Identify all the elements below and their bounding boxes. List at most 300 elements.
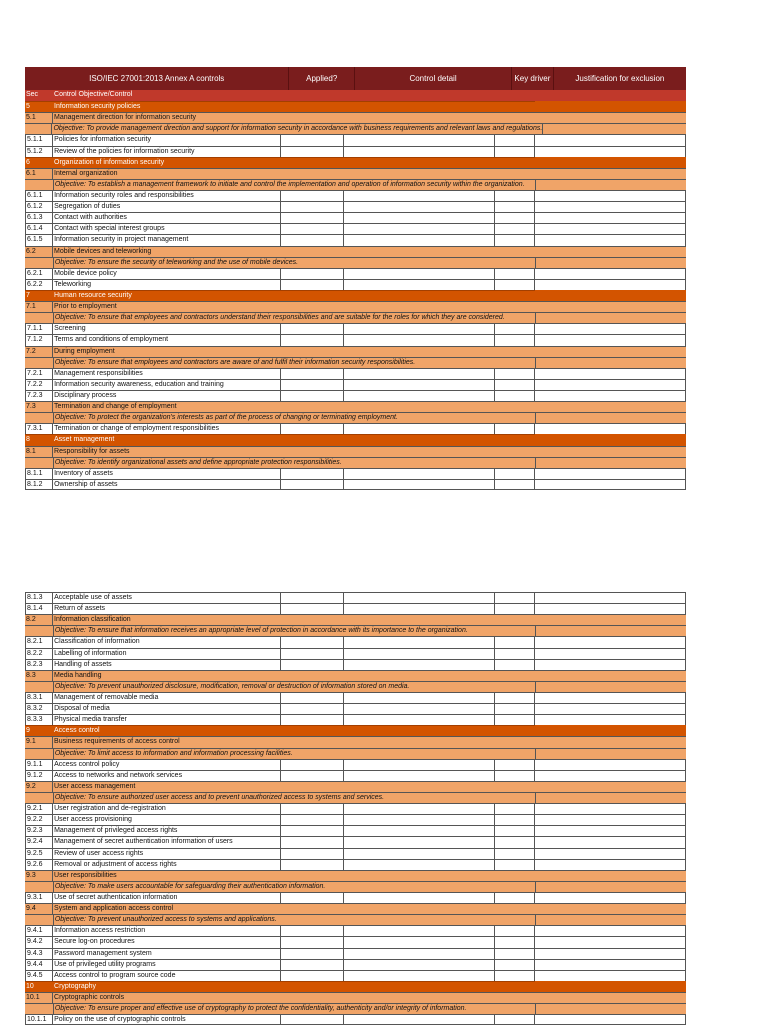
- control-detail-cell: [344, 113, 495, 123]
- control-row: [25, 836, 686, 847]
- justification-cell[interactable]: [535, 860, 686, 870]
- applied-cell[interactable]: [281, 1015, 344, 1024]
- applied-cell[interactable]: [281, 280, 344, 290]
- control-detail-cell[interactable]: [344, 202, 495, 212]
- justification-cell[interactable]: [535, 926, 686, 936]
- key-driver-cell[interactable]: [495, 815, 535, 825]
- row-label: User registration and de-registration: [53, 804, 281, 814]
- row-id: 6.1: [25, 169, 53, 179]
- control-detail-cell[interactable]: [344, 1015, 495, 1024]
- applied-cell[interactable]: [281, 771, 344, 781]
- applied-cell[interactable]: [281, 804, 344, 814]
- justification-cell: [535, 871, 686, 881]
- justification-cell[interactable]: [535, 213, 686, 223]
- key-driver-cell[interactable]: [495, 849, 535, 859]
- justification-cell[interactable]: [535, 280, 686, 290]
- key-driver-cell[interactable]: [495, 971, 535, 981]
- applied-cell: [281, 247, 344, 257]
- row-id: 8.2.1: [25, 637, 53, 647]
- row-label: Inventory of assets: [53, 469, 281, 479]
- applied-cell[interactable]: [281, 715, 344, 725]
- justification-cell[interactable]: [535, 335, 686, 345]
- key-driver-cell: [495, 347, 535, 357]
- row-label: Policies for information security: [53, 135, 281, 145]
- applied-cell[interactable]: [281, 147, 344, 157]
- row-id: 8.3.3: [25, 715, 53, 725]
- control-row: [25, 268, 686, 279]
- row-id: 6: [25, 157, 53, 168]
- control-row: [25, 379, 686, 390]
- row-id: 6.2: [25, 247, 53, 257]
- control-detail-cell[interactable]: [344, 849, 495, 859]
- column-header-row: [25, 90, 686, 101]
- key-driver-cell[interactable]: [495, 280, 535, 290]
- justification-cell[interactable]: [535, 771, 686, 781]
- justification-cell[interactable]: [535, 191, 686, 201]
- row-id: 7.3.1: [25, 424, 53, 434]
- objective-row: [25, 357, 686, 368]
- key-driver-cell[interactable]: [495, 135, 535, 145]
- subsection-row: [25, 112, 686, 123]
- row-label: Ownership of assets: [53, 480, 281, 489]
- row-id: 9.2.4: [25, 837, 53, 847]
- key-driver-cell: [495, 615, 535, 625]
- row-id: 7.2: [25, 347, 53, 357]
- row-label: Management direction for information security: [54, 114, 197, 122]
- objective-text: Objective: To make users accountable for safeguarding their authentication information.: [53, 882, 536, 892]
- key-driver-cell[interactable]: [495, 480, 535, 489]
- justification-cell[interactable]: [535, 380, 686, 390]
- control-detail-cell[interactable]: [344, 704, 495, 714]
- justification-cell[interactable]: [535, 391, 686, 401]
- key-driver-cell: [495, 169, 535, 179]
- justification-cell[interactable]: [535, 637, 686, 647]
- control-detail-cell: [344, 782, 495, 792]
- key-driver-cell[interactable]: [495, 926, 535, 936]
- applied-cell: [281, 101, 344, 112]
- row-id: 7.3: [25, 402, 53, 412]
- row-id: 7.1.2: [25, 335, 53, 345]
- row-label: Information classification: [54, 616, 131, 624]
- row-label: Information security awareness, education and training: [53, 380, 281, 390]
- applied-cell[interactable]: [281, 926, 344, 936]
- control-detail-cell[interactable]: [344, 637, 495, 647]
- control-detail-cell[interactable]: [344, 971, 495, 981]
- key-driver-cell: [495, 782, 535, 792]
- key-driver-cell[interactable]: [495, 324, 535, 334]
- key-driver-cell[interactable]: [495, 771, 535, 781]
- applied-cell[interactable]: [281, 335, 344, 345]
- table-header: [25, 67, 686, 90]
- control-detail-cell[interactable]: [344, 191, 495, 201]
- key-driver-cell[interactable]: [495, 826, 535, 836]
- applied-cell[interactable]: [281, 480, 344, 489]
- justification-cell[interactable]: [535, 202, 686, 212]
- justification-cell[interactable]: [535, 815, 686, 825]
- control-detail-cell[interactable]: [344, 469, 495, 479]
- row-label: Access control: [53, 725, 281, 736]
- row-label: Information access restriction: [53, 926, 281, 936]
- control-detail-cell[interactable]: [344, 369, 495, 379]
- control-row: [25, 959, 686, 970]
- control-detail-cell: [344, 347, 495, 357]
- control-detail-cell: [343, 981, 494, 992]
- column-control-objective: Control Objective/Control: [54, 91, 133, 98]
- key-driver-cell[interactable]: [495, 704, 535, 714]
- row-id: 5.1: [25, 113, 53, 123]
- control-row: [25, 770, 686, 781]
- justification-cell: [535, 247, 686, 257]
- row-id: 6.2.1: [25, 269, 53, 279]
- justification-cell[interactable]: [535, 480, 686, 489]
- control-detail-cell: [344, 993, 495, 1003]
- control-detail-cell[interactable]: [344, 424, 495, 434]
- justification-cell[interactable]: [535, 660, 686, 670]
- justification-cell: [535, 302, 686, 312]
- key-driver-cell[interactable]: [495, 860, 535, 870]
- row-id: 5.1.1: [25, 135, 53, 145]
- applied-cell[interactable]: [281, 369, 344, 379]
- control-detail-cell[interactable]: [344, 804, 495, 814]
- control-row: [25, 692, 686, 703]
- applied-cell[interactable]: [281, 815, 344, 825]
- key-driver-cell[interactable]: [495, 191, 535, 201]
- justification-cell[interactable]: [535, 649, 686, 659]
- justification-cell[interactable]: [535, 224, 686, 234]
- control-detail-cell[interactable]: [344, 949, 495, 959]
- applied-cell[interactable]: [281, 135, 344, 145]
- key-driver-cell[interactable]: [495, 391, 535, 401]
- row-label: Acceptable use of assets: [53, 593, 281, 603]
- justification-cell[interactable]: [535, 893, 686, 903]
- applied-cell[interactable]: [281, 893, 344, 903]
- applied-cell[interactable]: [281, 202, 344, 212]
- applied-cell: [281, 113, 344, 123]
- justification-cell[interactable]: [535, 849, 686, 859]
- justification-cell[interactable]: [535, 235, 686, 245]
- key-driver-cell[interactable]: [495, 469, 535, 479]
- row-id: 9.4: [25, 904, 53, 914]
- key-driver-cell[interactable]: [495, 1015, 535, 1024]
- row-label: User access provisioning: [53, 815, 281, 825]
- control-detail-cell: [344, 447, 495, 457]
- justification-cell[interactable]: [535, 949, 686, 959]
- row-label: Internal organization: [54, 169, 118, 177]
- justification-cell[interactable]: [535, 937, 686, 947]
- justification-cell[interactable]: [535, 424, 686, 434]
- row-label: Information security policies: [53, 101, 281, 112]
- applied-cell[interactable]: [281, 937, 344, 947]
- key-driver-cell[interactable]: [495, 235, 535, 245]
- control-detail-cell[interactable]: [344, 593, 495, 603]
- applied-cell[interactable]: [281, 860, 344, 870]
- row-label: Organization of information security: [53, 157, 281, 168]
- justification-cell[interactable]: [535, 837, 686, 847]
- key-driver-cell[interactable]: [495, 224, 535, 234]
- control-detail-cell[interactable]: [344, 335, 495, 345]
- control-detail-cell[interactable]: [344, 815, 495, 825]
- row-label: Information security roles and responsibilities: [53, 191, 281, 201]
- control-row: [25, 334, 686, 345]
- applied-cell: [281, 782, 344, 792]
- objective-row: [25, 625, 686, 636]
- key-driver-cell[interactable]: [495, 369, 535, 379]
- justification-cell[interactable]: [535, 715, 686, 725]
- control-detail-cell: [343, 434, 494, 445]
- control-detail-cell[interactable]: [344, 826, 495, 836]
- objective-row: [25, 748, 686, 759]
- row-id: 6.1.1: [25, 191, 53, 201]
- row-id: 5: [25, 101, 53, 112]
- subsection-row: [25, 246, 686, 257]
- row-id: 9.1.1: [25, 760, 53, 770]
- row-label: Disposal of media: [53, 704, 281, 714]
- row-id: 8.2.3: [25, 660, 53, 670]
- control-detail-cell[interactable]: [344, 693, 495, 703]
- control-detail-cell[interactable]: [344, 135, 495, 145]
- control-detail-cell[interactable]: [344, 604, 495, 614]
- justification-cell[interactable]: [535, 760, 686, 770]
- applied-cell[interactable]: [281, 391, 344, 401]
- row-label: Teleworking: [53, 280, 281, 290]
- control-detail-cell[interactable]: [344, 649, 495, 659]
- row-id: 7.1: [25, 302, 53, 312]
- key-driver-cell: [495, 737, 535, 747]
- subsection-row: [25, 168, 686, 179]
- section-row: [25, 725, 686, 736]
- control-detail-cell[interactable]: [344, 213, 495, 223]
- column-sec: Sec: [26, 91, 39, 98]
- control-row: [25, 323, 686, 334]
- row-id: 6.2.2: [25, 280, 53, 290]
- header-justification: Justification for exclusion: [575, 73, 665, 83]
- control-detail-cell[interactable]: [344, 235, 495, 245]
- applied-cell[interactable]: [281, 593, 344, 603]
- row-id: 9.3: [25, 871, 53, 881]
- key-driver-cell[interactable]: [495, 593, 535, 603]
- justification-cell: [535, 402, 686, 412]
- key-driver-cell[interactable]: [495, 660, 535, 670]
- control-row: [25, 234, 686, 245]
- key-driver-cell[interactable]: [495, 335, 535, 345]
- subsection-row: [25, 670, 686, 681]
- key-driver-cell[interactable]: [495, 147, 535, 157]
- justification-cell: [535, 737, 686, 747]
- applied-cell[interactable]: [281, 704, 344, 714]
- applied-cell[interactable]: [281, 324, 344, 334]
- row-id: 9.4.4: [25, 960, 53, 970]
- control-detail-cell[interactable]: [344, 771, 495, 781]
- applied-cell: [281, 402, 344, 412]
- justification-cell[interactable]: [535, 971, 686, 981]
- row-id: 9.2.2: [25, 815, 53, 825]
- justification-cell[interactable]: [535, 693, 686, 703]
- objective-row: [25, 257, 686, 268]
- row-id: 8.2: [25, 615, 53, 625]
- key-driver-cell[interactable]: [495, 380, 535, 390]
- applied-cell: [281, 904, 344, 914]
- control-row: [25, 636, 686, 647]
- control-detail-cell: [344, 871, 495, 881]
- applied-cell[interactable]: [281, 269, 344, 279]
- control-detail-cell[interactable]: [344, 715, 495, 725]
- justification-cell: [535, 981, 686, 992]
- control-detail-cell: [343, 290, 494, 301]
- control-row: [25, 390, 686, 401]
- applied-cell[interactable]: [281, 971, 344, 981]
- applied-cell[interactable]: [281, 660, 344, 670]
- applied-cell: [281, 447, 344, 457]
- key-driver-cell[interactable]: [495, 693, 535, 703]
- applied-cell[interactable]: [281, 224, 344, 234]
- justification-cell[interactable]: [535, 1015, 686, 1024]
- key-driver-cell[interactable]: [495, 893, 535, 903]
- justification-cell[interactable]: [535, 324, 686, 334]
- key-driver-cell[interactable]: [495, 804, 535, 814]
- applied-cell: [281, 347, 344, 357]
- applied-cell[interactable]: [281, 849, 344, 859]
- row-label: Use of secret authentication information: [53, 893, 281, 903]
- objective-row: [25, 457, 686, 468]
- justification-cell[interactable]: [535, 369, 686, 379]
- control-row: [25, 1014, 686, 1025]
- control-detail-cell[interactable]: [344, 760, 495, 770]
- row-id: 9.1: [25, 737, 53, 747]
- objective-row: [25, 914, 686, 925]
- row-id: 9.2.3: [25, 826, 53, 836]
- key-driver-cell[interactable]: [495, 202, 535, 212]
- justification-cell[interactable]: [535, 469, 686, 479]
- control-detail-cell[interactable]: [344, 380, 495, 390]
- control-detail-cell[interactable]: [344, 960, 495, 970]
- key-driver-cell: [495, 402, 535, 412]
- applied-cell[interactable]: [281, 191, 344, 201]
- justification-cell[interactable]: [535, 593, 686, 603]
- control-row: [25, 825, 686, 836]
- row-id: 9.4.2: [25, 937, 53, 947]
- objective-row: [25, 123, 686, 134]
- key-driver-cell[interactable]: [495, 960, 535, 970]
- key-driver-cell[interactable]: [495, 715, 535, 725]
- key-driver-cell[interactable]: [495, 269, 535, 279]
- applied-cell[interactable]: [281, 960, 344, 970]
- applied-cell[interactable]: [281, 949, 344, 959]
- justification-cell[interactable]: [535, 804, 686, 814]
- applied-cell[interactable]: [281, 380, 344, 390]
- control-detail-cell[interactable]: [344, 480, 495, 489]
- justification-cell[interactable]: [535, 269, 686, 279]
- row-id: 8.1.1: [25, 469, 53, 479]
- control-row: [25, 223, 686, 234]
- control-detail-cell[interactable]: [344, 893, 495, 903]
- control-detail-cell[interactable]: [344, 926, 495, 936]
- applied-cell[interactable]: [281, 604, 344, 614]
- control-row: [25, 859, 686, 870]
- control-detail-cell[interactable]: [344, 660, 495, 670]
- row-id: 10.1: [25, 993, 53, 1003]
- row-id: 5.1.2: [25, 147, 53, 157]
- control-detail-cell[interactable]: [344, 147, 495, 157]
- key-driver-cell[interactable]: [495, 604, 535, 614]
- row-label: Labelling of information: [53, 649, 281, 659]
- row-label: Handling of assets: [53, 660, 281, 670]
- row-label: Media handling: [54, 671, 102, 679]
- section-row: [25, 981, 686, 992]
- row-id: 9.2.5: [25, 849, 53, 859]
- control-row: [25, 134, 686, 145]
- row-id: 8.3.1: [25, 693, 53, 703]
- control-detail-cell[interactable]: [344, 224, 495, 234]
- applied-cell: [281, 615, 344, 625]
- key-driver-cell: [495, 290, 535, 301]
- applied-cell[interactable]: [281, 235, 344, 245]
- key-driver-cell[interactable]: [495, 213, 535, 223]
- control-detail-cell[interactable]: [344, 324, 495, 334]
- control-detail-cell[interactable]: [344, 391, 495, 401]
- objective-row: [25, 1003, 686, 1014]
- justification-cell: [535, 290, 686, 301]
- control-detail-cell[interactable]: [344, 837, 495, 847]
- objective-text: Objective: To identify organizational assets and define appropriate protection responsibilities.: [53, 458, 536, 468]
- applied-cell[interactable]: [281, 213, 344, 223]
- key-driver-cell[interactable]: [495, 949, 535, 959]
- applied-cell[interactable]: [281, 649, 344, 659]
- section-row: [25, 157, 686, 168]
- section-row: [25, 434, 686, 445]
- subsection-row: [25, 903, 686, 914]
- applied-cell[interactable]: [281, 826, 344, 836]
- key-driver-cell[interactable]: [495, 837, 535, 847]
- control-row: [25, 190, 686, 201]
- applied-cell[interactable]: [281, 693, 344, 703]
- key-driver-cell[interactable]: [495, 424, 535, 434]
- justification-cell: [535, 101, 686, 112]
- key-driver-cell[interactable]: [495, 760, 535, 770]
- control-row: [25, 648, 686, 659]
- justification-cell[interactable]: [535, 960, 686, 970]
- row-id: 9.4.1: [25, 926, 53, 936]
- justification-cell[interactable]: [535, 604, 686, 614]
- applied-cell[interactable]: [281, 637, 344, 647]
- row-label: Secure log-on procedures: [53, 937, 281, 947]
- objective-row: [25, 792, 686, 803]
- control-detail-cell[interactable]: [344, 280, 495, 290]
- control-detail-cell[interactable]: [344, 937, 495, 947]
- key-driver-cell[interactable]: [495, 637, 535, 647]
- justification-cell[interactable]: [535, 826, 686, 836]
- key-driver-cell[interactable]: [495, 649, 535, 659]
- row-label: Segregation of duties: [53, 202, 281, 212]
- justification-cell[interactable]: [535, 147, 686, 157]
- objective-text: Objective: To ensure proper and effective use of cryptography to protect the confidentiality, authenticity and/or integrity of information.: [53, 1004, 536, 1014]
- row-id: 9.1.2: [25, 771, 53, 781]
- row-label: Information security in project management: [53, 235, 281, 245]
- justification-cell[interactable]: [535, 704, 686, 714]
- control-detail-cell[interactable]: [344, 269, 495, 279]
- control-detail-cell[interactable]: [344, 860, 495, 870]
- control-row: [25, 659, 686, 670]
- row-id: 9.3.1: [25, 893, 53, 903]
- control-detail-cell: [343, 157, 494, 168]
- applied-cell[interactable]: [281, 837, 344, 847]
- key-driver-cell[interactable]: [495, 937, 535, 947]
- applied-cell[interactable]: [281, 760, 344, 770]
- applied-cell[interactable]: [281, 469, 344, 479]
- row-label: Contact with special interest groups: [53, 224, 281, 234]
- applied-cell[interactable]: [281, 424, 344, 434]
- key-driver-cell: [495, 981, 535, 992]
- justification-cell[interactable]: [535, 135, 686, 145]
